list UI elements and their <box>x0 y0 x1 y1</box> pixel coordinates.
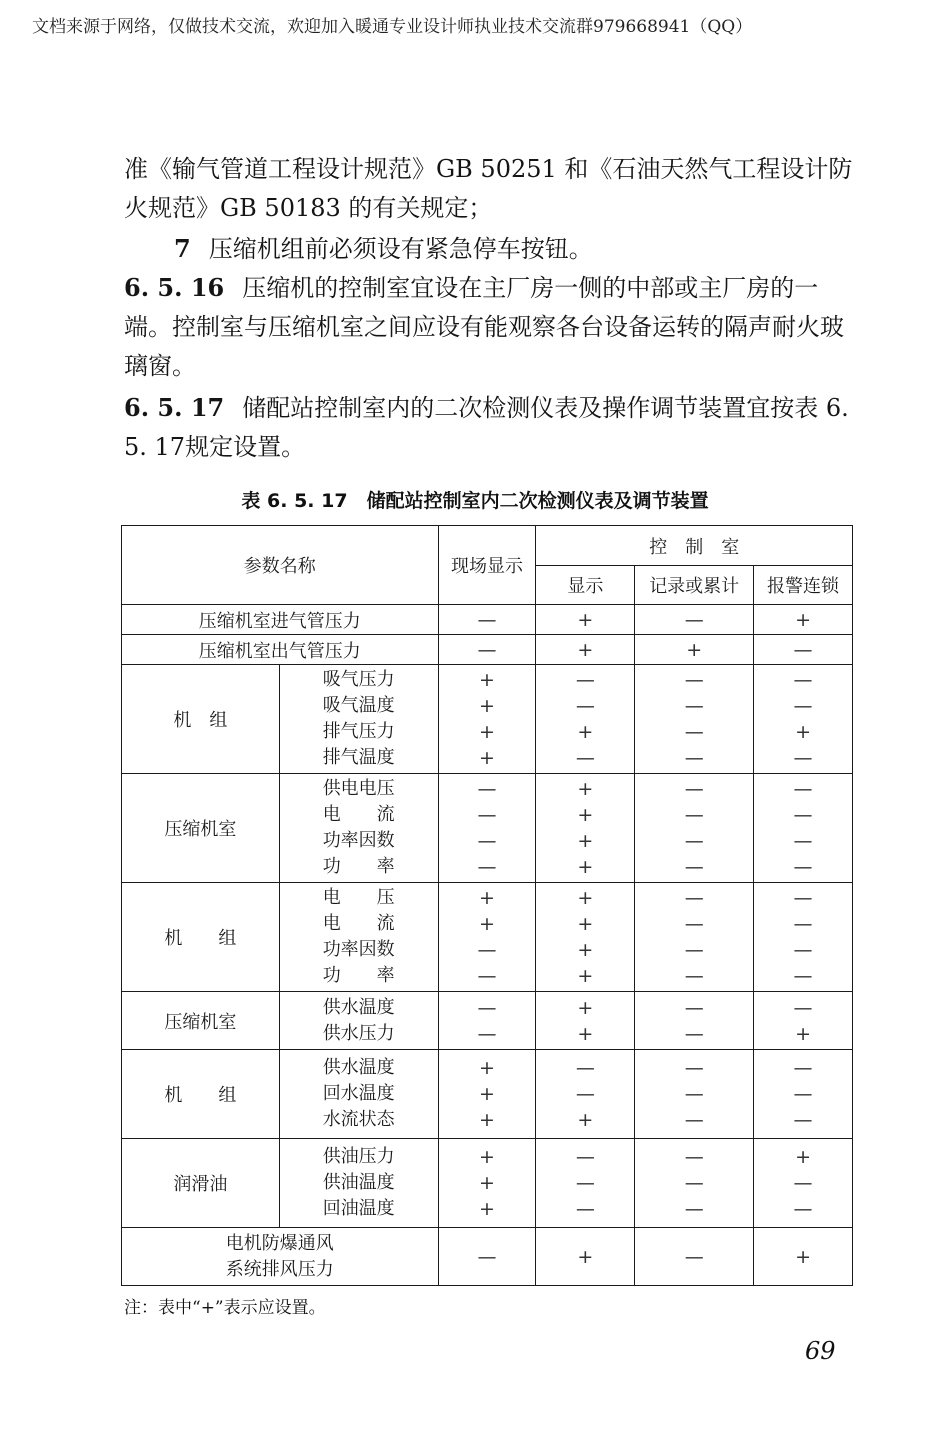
item-label: 回油温度 <box>322 1198 395 1219</box>
header-display: 显示 <box>536 566 635 605</box>
mark: + <box>577 804 594 826</box>
table-row <box>122 635 853 665</box>
mark: — <box>477 996 497 1019</box>
group-label: 机 组 <box>122 1050 280 1139</box>
item-label: 水流状态 <box>322 1109 395 1130</box>
header-param: 参数名称 <box>122 526 439 605</box>
cell-field <box>438 883 536 992</box>
table-title: 表 6. 5. 17 储配站控制室内二次检测仪表及调节装置 <box>241 490 709 512</box>
table-row-group <box>122 665 853 774</box>
cell-record: — <box>635 605 754 635</box>
mark: + <box>479 1057 495 1079</box>
mark: — <box>477 856 497 878</box>
cell-alarm <box>754 665 853 774</box>
mark: — <box>793 913 813 935</box>
mark: + <box>577 996 594 1019</box>
cell-display: + <box>536 635 635 665</box>
mark: + <box>795 1022 811 1045</box>
mark: + <box>577 939 594 961</box>
header-control-room: 控 制 室 <box>536 526 853 566</box>
cell-record: — <box>635 1228 754 1286</box>
clause-text: 压缩机的控制室宜设在主厂房一侧的中部或主厂房的一端。控制室与压缩机室之间应设有能观察各台设备运转的隔声耐火玻璃窗。 <box>124 274 844 380</box>
header-record: 记录或累计 <box>635 566 754 605</box>
cell-display <box>536 774 635 883</box>
mark: + <box>479 1198 495 1220</box>
item-label: 吸气压力 <box>322 669 395 690</box>
mark: + <box>577 721 594 743</box>
mark: + <box>479 747 495 769</box>
item-label: 功率因数 <box>322 939 395 960</box>
table-row-group <box>122 992 853 1050</box>
mark: — <box>793 669 813 691</box>
table-row <box>122 605 853 635</box>
mark: — <box>684 669 704 691</box>
mark: — <box>477 965 497 987</box>
clause-number: 6. 5. 17 <box>124 393 225 422</box>
group-label: 压缩机室 <box>122 774 280 883</box>
mark: — <box>684 695 704 717</box>
table-row-group <box>122 883 853 992</box>
clause-number: 6. 5. 16 <box>124 273 225 302</box>
cell-field <box>438 1139 536 1228</box>
mark: + <box>479 887 495 909</box>
cell-alarm: — <box>754 635 853 665</box>
mark: — <box>684 778 704 800</box>
mark: — <box>793 1198 813 1220</box>
mark: — <box>684 1146 704 1168</box>
mark: — <box>684 939 704 961</box>
item-label: 回水温度 <box>322 1083 395 1104</box>
mark: — <box>477 804 497 826</box>
mark: + <box>577 965 594 987</box>
mark: — <box>793 1083 813 1105</box>
table-row-group <box>122 1139 853 1228</box>
item-label: 电 流 <box>322 913 395 934</box>
mark: — <box>793 778 813 800</box>
mark: — <box>684 965 704 987</box>
cell-alarm <box>754 774 853 883</box>
cell-record <box>635 992 754 1050</box>
mark: — <box>575 1146 595 1168</box>
mark: + <box>795 721 811 743</box>
cell-field: — <box>438 1228 536 1286</box>
mark: — <box>793 747 813 769</box>
cell-alarm <box>754 883 853 992</box>
mark: + <box>577 1109 594 1131</box>
cell-field <box>438 1050 536 1139</box>
mark: + <box>577 913 594 935</box>
mark: — <box>575 747 595 769</box>
cell-field: — <box>438 635 536 665</box>
mark: — <box>575 1083 595 1105</box>
mark: — <box>793 695 813 717</box>
header-note: 文档来源于网络，仅做技术交流，欢迎加入暖通专业设计师执业技术交流群979668941（QQ） <box>32 17 753 37</box>
item-label: 供水温度 <box>322 996 395 1018</box>
mark: — <box>684 913 704 935</box>
item-label: 供油压力 <box>322 1146 395 1167</box>
mark: — <box>684 830 704 852</box>
row-name: 压缩机室进气管压力 <box>122 605 439 635</box>
clause-text: 储配站控制室内的二次检测仪表及操作调节装置宜按表 6. 5. 17规定设置。 <box>124 394 849 461</box>
mark: — <box>684 1083 704 1105</box>
item-number: 7 <box>174 234 191 263</box>
row-name: 压缩机室出气管压力 <box>122 635 439 665</box>
mark: — <box>793 887 813 909</box>
item-label: 排气压力 <box>322 721 395 742</box>
cell-field: — <box>438 605 536 635</box>
mark: — <box>477 830 497 852</box>
mark: — <box>575 1172 595 1194</box>
item-label: 电 流 <box>322 804 395 825</box>
cell-record <box>635 1050 754 1139</box>
group-items <box>279 883 438 992</box>
mark: — <box>793 939 813 961</box>
item-label: 供水压力 <box>322 1022 395 1044</box>
mark: + <box>479 695 495 717</box>
paragraph-6-5-16 <box>124 268 858 386</box>
group-label: 压缩机室 <box>122 992 280 1050</box>
item-label: 功率因数 <box>322 830 395 851</box>
paragraph-continuation: 准《输气管道工程设计规范》GB 50251 和《石油天然气工程设计防火规范》GB 50183 的有关规定； <box>124 155 853 222</box>
mark: + <box>479 1109 495 1131</box>
item-label: 供油温度 <box>322 1172 395 1193</box>
group-items <box>279 665 438 774</box>
cell-display <box>536 992 635 1050</box>
mark: — <box>793 804 813 826</box>
cell-alarm: + <box>754 1228 853 1286</box>
mark: — <box>684 804 704 826</box>
group-label: 机 组 <box>122 665 280 774</box>
cell-record <box>635 774 754 883</box>
paragraph-6-5-17 <box>124 388 858 467</box>
mark: + <box>479 721 495 743</box>
mark: — <box>684 721 704 743</box>
mark: — <box>684 1109 704 1131</box>
mark: — <box>684 887 704 909</box>
cell-display: + <box>536 605 635 635</box>
header-alarm: 报警连锁 <box>754 566 853 605</box>
mark: — <box>684 996 704 1019</box>
cell-record <box>635 1139 754 1228</box>
mark: + <box>577 778 594 800</box>
cell-field <box>438 774 536 883</box>
cell-alarm <box>754 1139 853 1228</box>
cell-record <box>635 665 754 774</box>
group-items <box>279 1050 438 1139</box>
table-row <box>122 1228 853 1286</box>
mark: + <box>479 913 495 935</box>
table-row-group <box>122 1050 853 1139</box>
row-name <box>122 1228 439 1286</box>
cell-display <box>536 665 635 774</box>
mark: + <box>577 830 594 852</box>
table-row-group <box>122 774 853 883</box>
cell-record <box>635 883 754 992</box>
mark: — <box>793 1172 813 1194</box>
mark: — <box>477 939 497 961</box>
mark: + <box>577 887 594 909</box>
row-name-line: 系统排风压力 <box>225 1258 334 1280</box>
mark: + <box>479 1146 495 1168</box>
mark: — <box>575 1057 595 1079</box>
mark: + <box>795 1146 811 1168</box>
group-items <box>279 992 438 1050</box>
mark: — <box>793 856 813 878</box>
mark: + <box>577 1022 594 1045</box>
mark: + <box>479 669 495 691</box>
page-number: 69 <box>805 1337 836 1365</box>
cell-display: + <box>536 1228 635 1286</box>
item-text: 压缩机组前必须设有紧急停车按钮。 <box>208 235 593 263</box>
table-note: 注：表中“+”表示应设置。 <box>124 1298 326 1318</box>
header-field: 现场显示 <box>438 526 536 605</box>
cell-alarm <box>754 992 853 1050</box>
cell-alarm <box>754 1050 853 1139</box>
mark: — <box>684 1057 704 1079</box>
item-label: 电 压 <box>322 887 395 908</box>
mark: + <box>479 1172 495 1194</box>
item-label: 功 率 <box>322 965 395 986</box>
item-label: 排气温度 <box>322 747 395 768</box>
mark: — <box>477 1022 497 1045</box>
item-label: 供电电压 <box>322 778 395 799</box>
mark: — <box>793 996 813 1019</box>
mark: — <box>575 669 595 691</box>
group-label: 润滑油 <box>122 1139 280 1228</box>
item-label: 功 率 <box>322 856 395 877</box>
mark: — <box>684 1022 704 1045</box>
cell-field <box>438 992 536 1050</box>
mark: — <box>477 778 497 800</box>
paragraph-item-7 <box>124 229 858 269</box>
group-label: 机 组 <box>122 883 280 992</box>
mark: — <box>684 747 704 769</box>
mark: + <box>479 1083 495 1105</box>
mark: — <box>684 856 704 878</box>
instrument-table <box>121 525 853 1286</box>
mark: — <box>684 1198 704 1220</box>
row-name-line: 电机防爆通风 <box>225 1232 334 1254</box>
item-label: 供水温度 <box>322 1057 395 1078</box>
mark: — <box>793 1109 813 1131</box>
cell-alarm: + <box>754 605 853 635</box>
mark: — <box>793 1057 813 1079</box>
mark: + <box>577 856 594 878</box>
mark: — <box>575 695 595 717</box>
mark: — <box>793 830 813 852</box>
cell-display <box>536 883 635 992</box>
cell-display <box>536 1139 635 1228</box>
item-label: 吸气温度 <box>322 695 395 716</box>
cell-record: + <box>635 635 754 665</box>
mark: — <box>684 1172 704 1194</box>
mark: — <box>793 965 813 987</box>
cell-field <box>438 665 536 774</box>
group-items <box>279 774 438 883</box>
mark: — <box>575 1198 595 1220</box>
cell-display <box>536 1050 635 1139</box>
group-items <box>279 1139 438 1228</box>
